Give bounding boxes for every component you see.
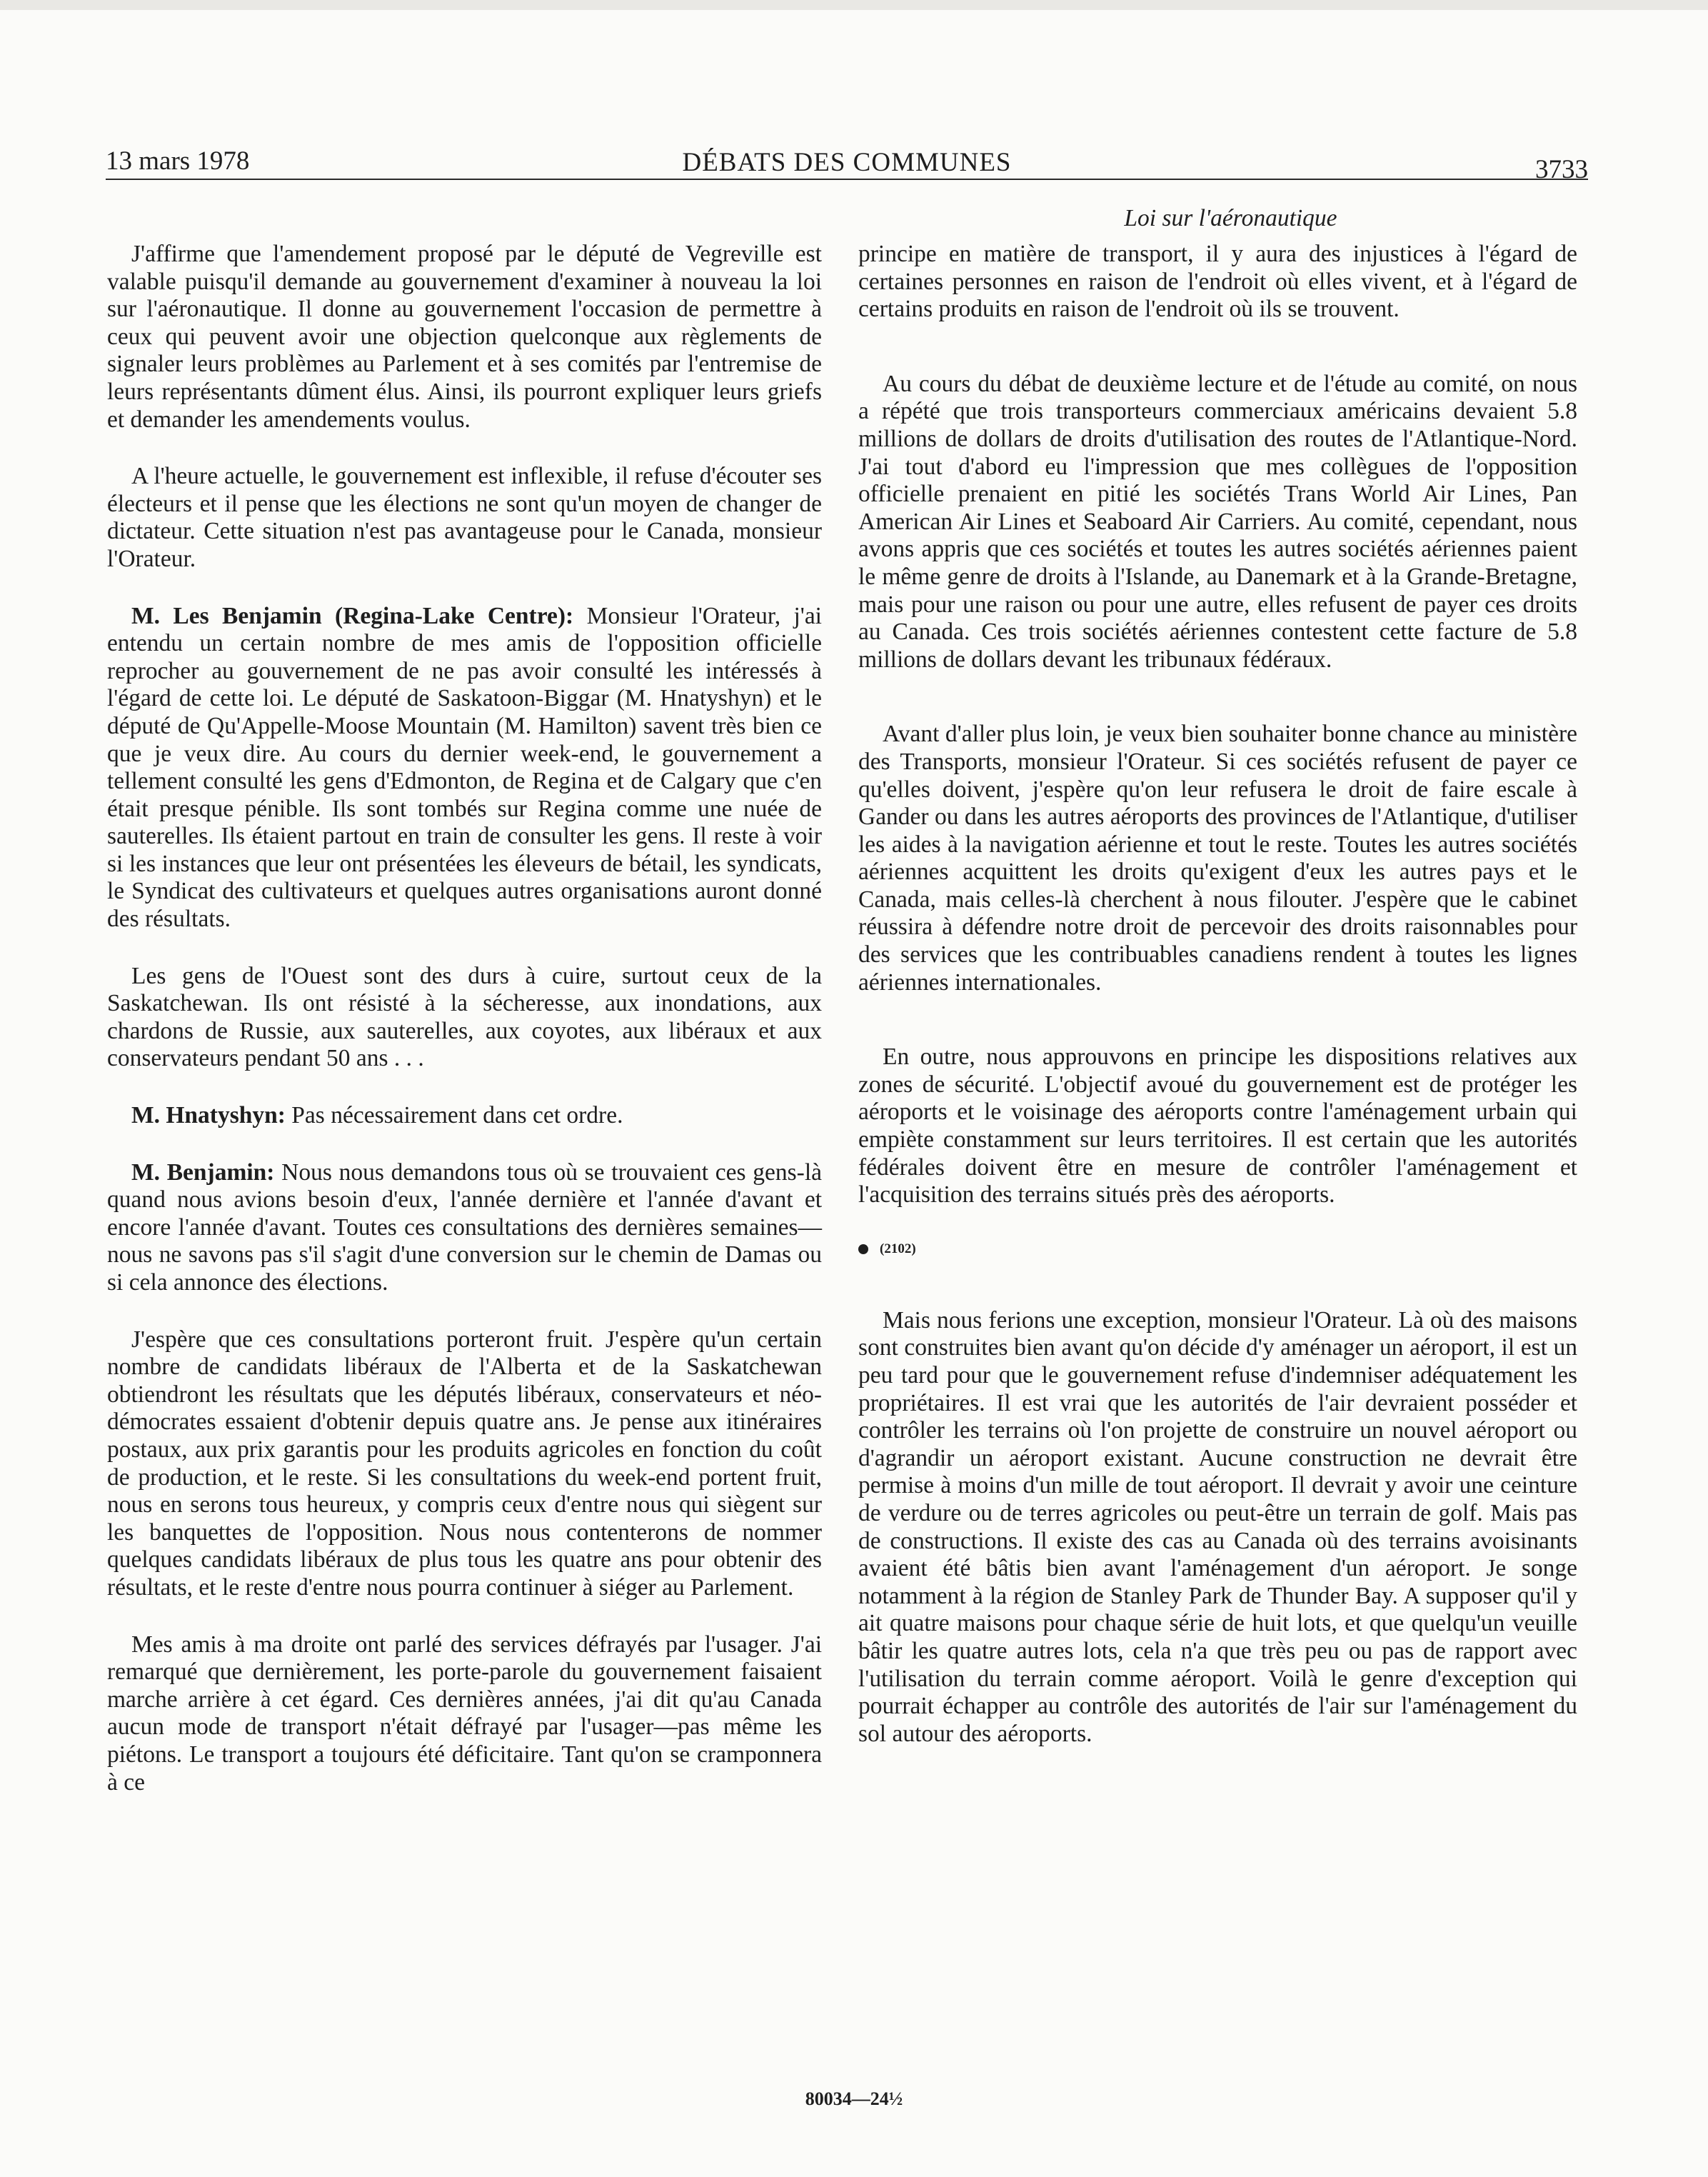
header-date: 13 mars 1978 xyxy=(106,146,250,176)
paragraph: En outre, nous approuvons en principe les dispositions relatives aux zones de sécurité. L'objectif avoué du gouvernement est de protéger les aéroports et le voisinage des aéroports contre l'aménagement urbain qui empiète constamment sur leurs territoires. Il est certain que les autorités fédérales doivent être en mesure de contrôler l'aménagement et l'acquisition des terrains situés près des aéroports. xyxy=(858,1044,1577,1208)
header-title: DÉBATS DES COMMUNES xyxy=(682,148,1012,177)
right-column xyxy=(858,241,1577,1777)
spacer xyxy=(858,996,1577,1044)
speaker-name: M. Benjamin: xyxy=(131,1158,275,1186)
paragraph: Au cours du débat de deuxième lecture et de l'étude au comité, on nous a répété que trois transporteurs commerciaux américains devaient 5.8 millions de dollars de droits d'utilisation des routes de l'Atlantique-Nord. J'ai tout d'abord eu l'impression que mes collègues de l'opposition officielle prenaient en pitié les sociétés Trans World Air Lines, Pan American Air Lines et Seaboard Air Carriers. Au comité, cependant, nous avons appris que ces sociétés et toutes les autres sociétés aériennes paient le même genre de droits à l'Islande, au Danemark et à la Grande-Bretagne, mais pour une raison ou pour une autre, elles refusent de payer ces droits au Canada. Ces trois sociétés aériennes contestent cette facture de 5.8 millions de dollars devant les tribunaux fédéraux. xyxy=(858,370,1577,673)
speech-text: Monsieur l'Orateur, j'ai entendu un certain nombre de mes amis de l'opposition officielle reprocher au gouvernement de ne pas avoir consulté les intéressés à l'égard de cette loi. Le député de Saskatoon-Biggar (M. Hnatyshyn) et le député de Qu'Appelle-Moose Mountain (M. Hamilton) savent très bien ce que je veux dire. Au cours du dernier week-end, le gouvernement a tellement consulté les gens d'Edmonton, de Regina et de Calgary que c'en était presque pénible. Ils sont tombés sur Regina comme une nuée de sauterelles. Ils étaient partout en train de consulter les gens. Il reste à voir si les instances que leur ont présentées les éleveurs de bétail, les syndicats, le Syndicat des cultivateurs et quelques autres organisations auront donné des résultats. xyxy=(107,602,822,933)
spacer xyxy=(858,674,1577,721)
spacer xyxy=(858,324,1577,371)
time-marker xyxy=(858,1238,1577,1260)
page-header xyxy=(106,141,1588,184)
paragraph: Mes amis à ma droite ont parlé des services défrayés par l'usager. J'ai remarqué que dernièrement, les porte-parole du gouvernement faisaient marche arrière à cet égard. Ces dernières années, j'ai dit qu'au Canada aucun mode de transport n'était défrayé par l'usager—pas même les piétons. Le transport a toujours été déficitaire. Tant qu'on se cramponnera à ce xyxy=(107,1631,822,1796)
bullet-icon xyxy=(858,1244,868,1254)
paragraph xyxy=(107,1102,822,1130)
running-head: Loi sur l'aéronautique xyxy=(1124,205,1337,231)
paragraph: J'affirme que l'amendement proposé par le député de Vegreville est valable puisqu'il demande au gouvernement d'examiner à nouveau la loi sur l'aéronautique. Il donne au gouvernement l'occasion de permettre à ceux qui peuvent avoir une objection quelconque aux règlements de signaler leurs problèmes au Parlement et à ses comités par l'entremise de leurs représentants dûment élus. Ainsi, ils pourront expliquer leurs griefs et demander les amendements voulus. xyxy=(107,241,822,433)
speaker-name: M. Hnatyshyn: xyxy=(131,1102,286,1129)
paragraph xyxy=(107,1159,822,1297)
speech-text: Nous nous demandons tous où se trouvaient ces gens-là quand nous avions besoin d'eux, l'année dernière et l'année d'avant et encore l'année d'avant. Toutes ces consultations des dernières semaines—nous ne savons pas s'il s'agit d'une conversion sur le chemin de Damas ou si cela annonce des élections. xyxy=(107,1158,822,1296)
time-marker-label: (2102) xyxy=(880,1241,916,1256)
header-rule xyxy=(106,179,1588,180)
speaker-name: M. Les Benjamin (Regina-Lake Centre): xyxy=(131,602,574,629)
page-number: 3733 xyxy=(1535,155,1588,184)
paragraph: principe en matière de transport, il y aura des injustices à l'égard de certaines personnes en raison de l'endroit où elles vivent, et à l'égard de certains produits en raison de l'endroit où ils se trouvent. xyxy=(858,241,1577,323)
paragraph: Mais nous ferions une exception, monsieur l'Orateur. Là où des maisons sont construites bien avant qu'on décide d'y aménager un aéroport, il est un peu tard pour que le gouvernement refuse d'indemniser adéquatement les propriétaires. Il est vrai que les autorités de l'air devraient posséder et contrôler les terrains où l'on projette de construire un nouvel aéroport ou d'agrandir un aéroport existant. Aucune construction ne devrait être permise à moins d'un mille de tout aéroport. Il devrait y avoir une ceinture de verdure ou de terres agricoles ou peut-être un terrain de golf. Mais pas de constructions. Il existe des cas au Canada où des terrains avoisinants avaient été bâtis bien avant l'aménagement d'un aéroport. Je songe notamment à la région de Stanley Park de Thunder Bay. A supposer qu'il y ait quatre maisons pour chaque série de huit lots, et que quelqu'un veuille bâtir les quatre autres lots, cela n'a que très peu ou pas de rapport avec l'utilisation du terrain comme aéroport. Voilà le genre d'exception qui pourrait échapper au contrôle des autorités de l'air sur l'aménagement du sol autour des aéroports. xyxy=(858,1306,1577,1747)
paragraph: Avant d'aller plus loin, je veux bien souhaiter bonne chance au ministère des Transports, monsieur l'Orateur. Si ces sociétés refusent de payer ce qu'elles doivent, j'espère qu'on leur refusera le droit de faire escale à Gander ou dans les autres aéroports des provinces de l'Atlantique, d'utiliser les aides à la navigation aérienne et tout le reste. Toutes les autres sociétés aériennes acquittent les droits qu'exigent d'eux les autres pays et le Canada, mais celles-là cherchent à nous filouter. J'espère que le cabinet réussira à défendre notre droit de percevoir des droits raisonnables pour des services que les contribuables canadiens rendent à toutes les lignes aériennes internationales. xyxy=(858,721,1577,996)
scan-edge xyxy=(0,0,1708,10)
left-column xyxy=(107,241,822,1826)
speech-text: Pas nécessairement dans cet ordre. xyxy=(291,1102,623,1129)
page-footer: 80034—24½ xyxy=(805,2088,903,2109)
paragraph: J'espère que ces consultations porteront fruit. J'espère qu'un certain nombre de candidats libéraux de l'Alberta et de la Saskatchewan obtiendront les résultats que les députés libéraux, conservateurs et néo-démocrates essaient d'obtenir depuis quatre ans. Je pense aux itinéraires postaux, aux prix garantis pour les produits agricoles en fonction du coût de production, et le reste. Si les consultations du week-end portent fruit, nous en serons tous heureux, y compris ceux d'entre nous qui siègent sur les banquettes de l'opposition. Nous nous contenterons de nommer quelques candidats libéraux de plus tous les quatre ans pour obtenir des résultats, et le reste d'entre nous pourra continuer à siéger au Parlement. xyxy=(107,1326,822,1601)
paragraph xyxy=(107,603,822,934)
paragraph: Les gens de l'Ouest sont des durs à cuire, surtout ceux de la Saskatchewan. Ils ont résisté à la sécheresse, aux inondations, aux chardons de Russie, aux sauterelles, aux coyotes, aux libéraux et aux conservateurs pendant 50 ans . . . xyxy=(107,962,822,1072)
paragraph: A l'heure actuelle, le gouvernement est inflexible, il refuse d'écouter ses électeurs et il pense que les élections ne sont qu'un moyen de changer de dictateur. Cette situation n'est pas avantageuse pour le Canada, monsieur l'Orateur. xyxy=(107,463,822,572)
